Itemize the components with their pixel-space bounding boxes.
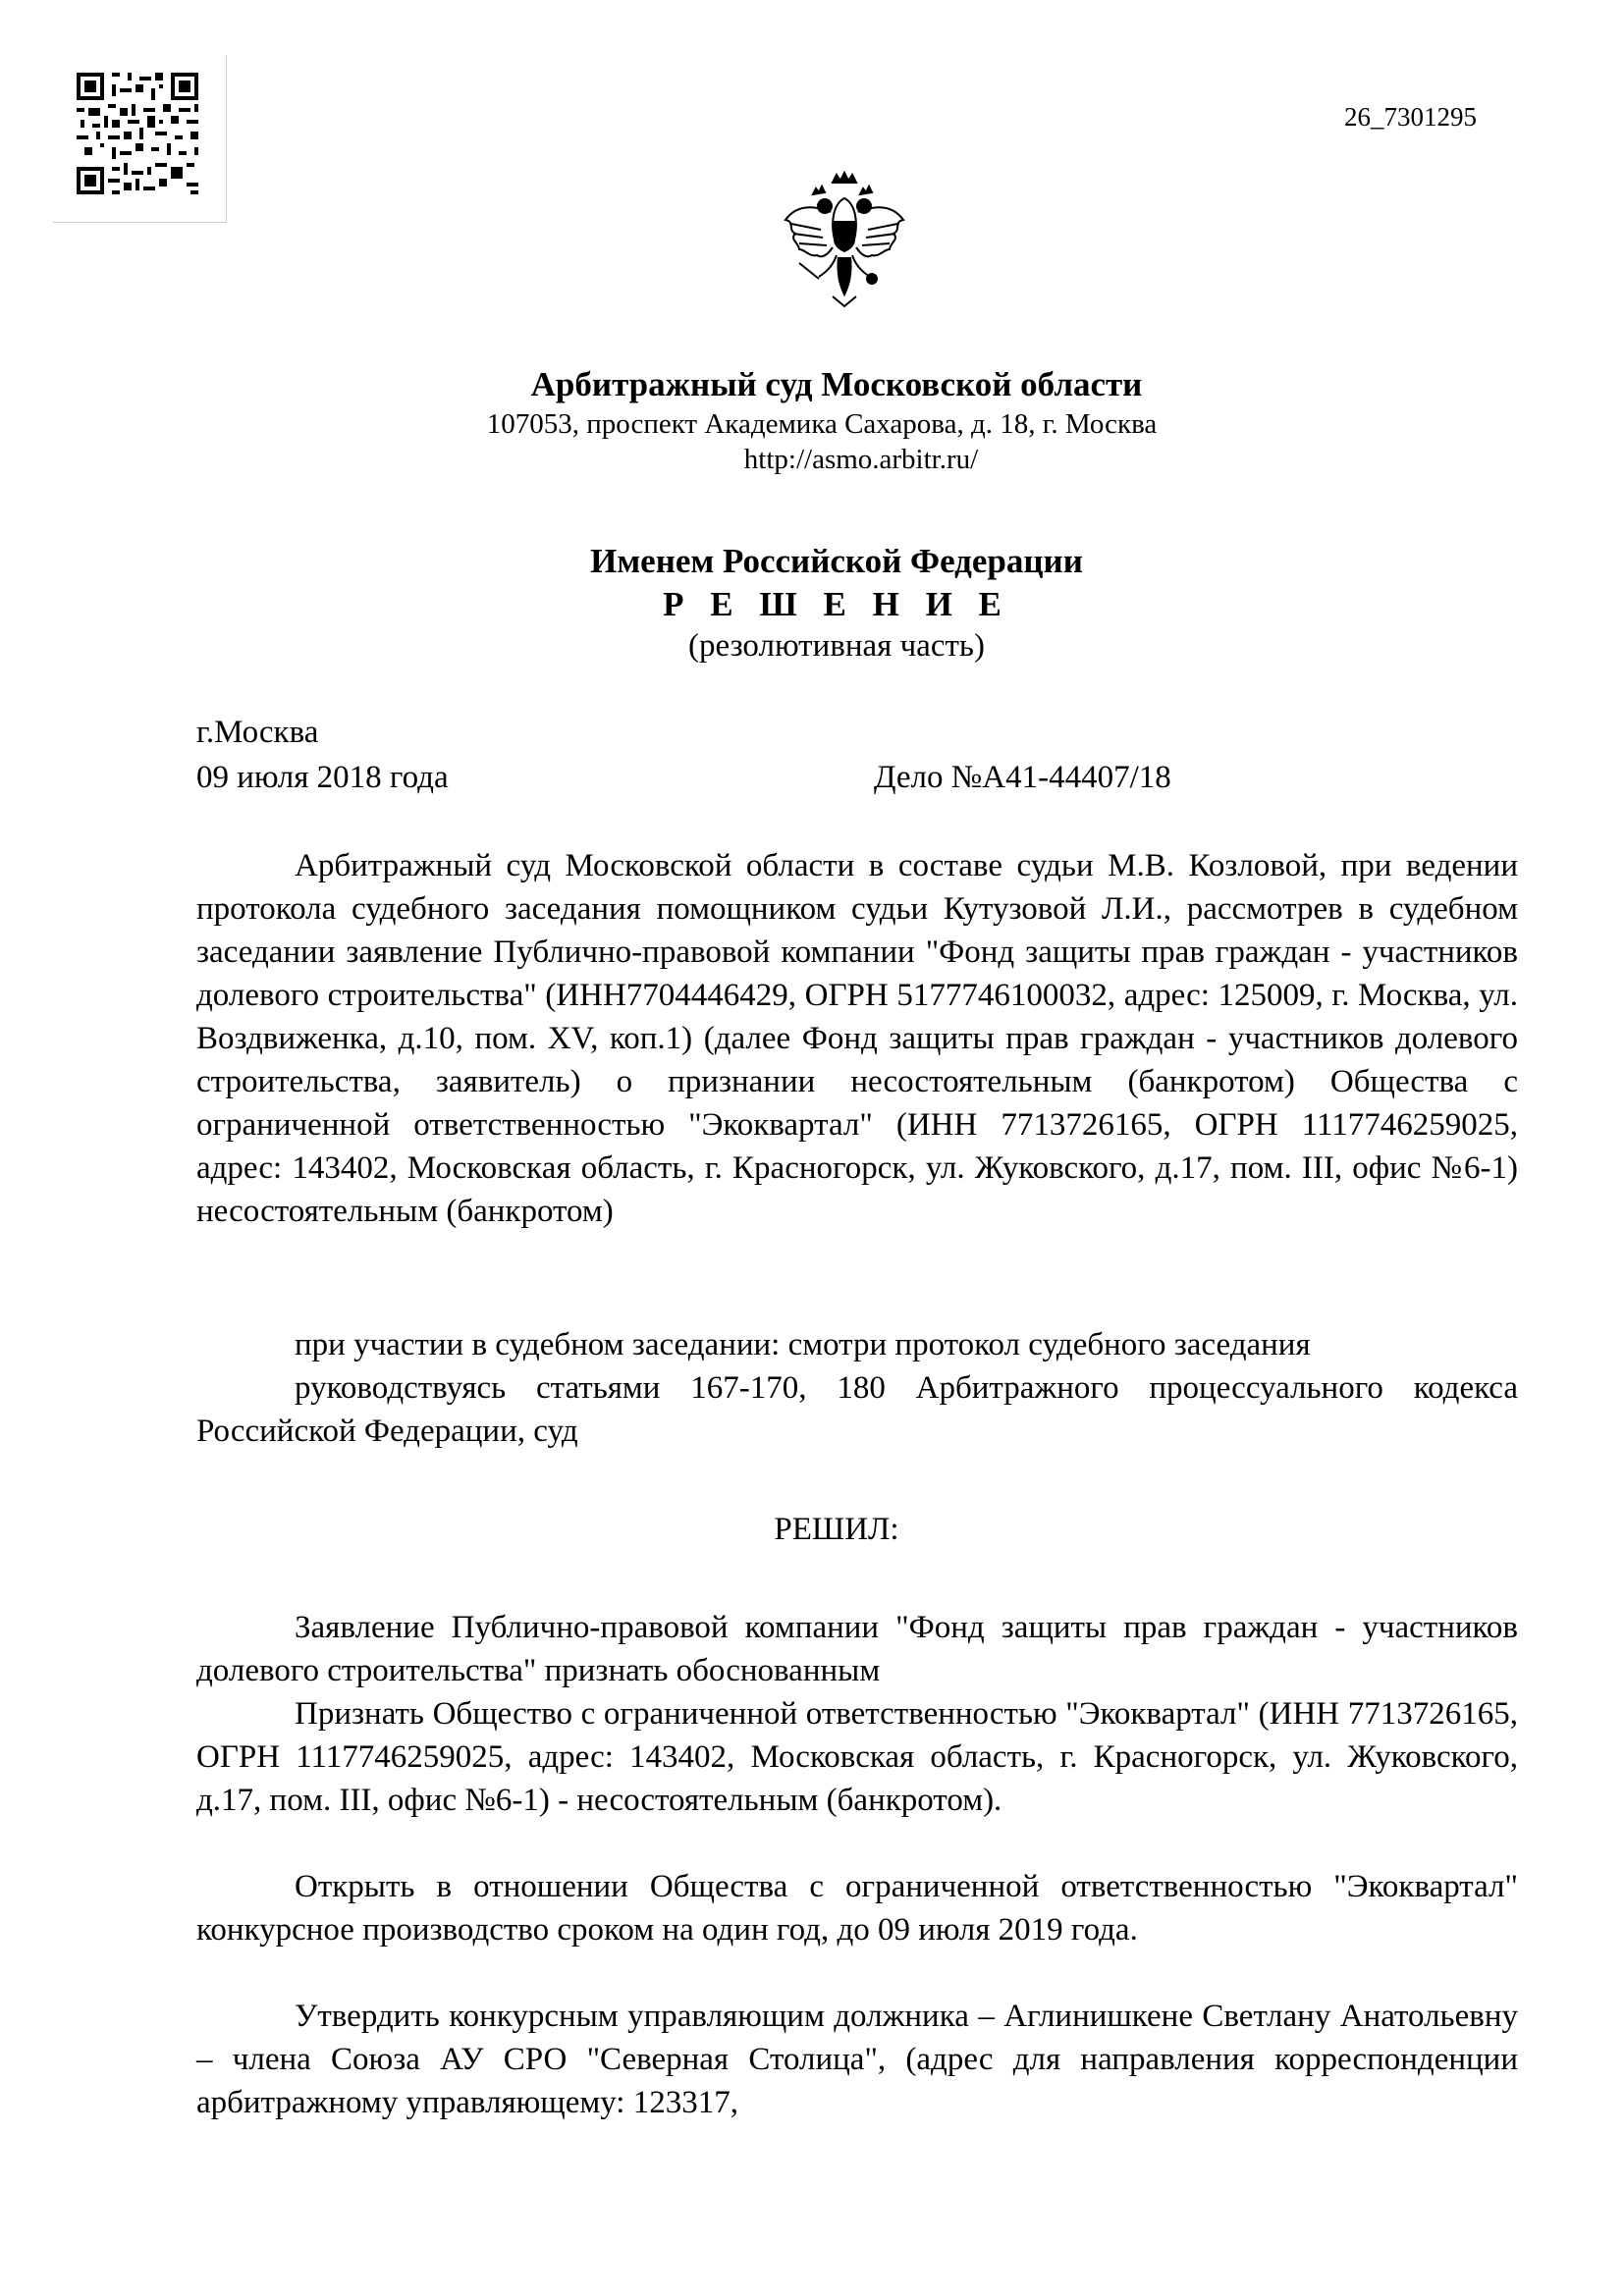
case-number: Дело №А41-44407/18 [874,760,1171,795]
paragraph-bankrupt: Признать Общество с ограниченной ответственностью "Экоквартал" (ИНН 7713726165, ОГРН 1117746259025, адрес: 143402, Московская область, г. Красногорск, ул. Жуковского, д.17, пом. III, офис №6-1) - несостоятельным (банкротом). [196,1696,1518,1818]
header-in-the-name: Именем Российской Федерации [590,542,1083,580]
decided-heading: РЕШИЛ: [774,1512,899,1547]
paragraph-participants: при участии в судебном заседании: смотри протокол судебного заседания [295,1327,1311,1362]
qr-code-frame [53,55,227,223]
court-name: Арбитражный суд Московской области [530,365,1143,403]
qr-code-icon [73,69,202,198]
city: г.Москва [196,715,319,750]
header-decision: Р Е Ш Е Н И Е [663,585,1010,623]
document-number: 26_7301295 [1344,102,1477,132]
court-url[interactable]: http://asmo.arbitr.ru/ [743,444,979,475]
paragraph-legal-basis: руководствуясь статьями 167-170, 180 Арбитражного процессуального кодекса Российской Федерации, суд [196,1370,1518,1449]
paragraph-proceedings: Открыть в отношении Общества с ограниченной ответственностью "Экоквартал" конкурсное производство сроком на один год, до 09 июля 2019 года. [196,1869,1518,1948]
decision-date: 09 июля 2018 года [196,760,449,795]
header-operative-part: (резолютивная часть) [688,628,985,664]
paragraph-intro: Арбитражный суд Московской области в составе судьи М.В. Козловой, при ведении протокола судебного заседания помощником судьи Кутузовой Л.И., рассмотрев в судебном заседании заявление Публично-правовой компании "Фонд защиты прав граждан - участников долевого строительства" (ИНН7704446429, ОГРН 5177746100032, адрес: 125009, г. Москва, ул. Воздвиженка, д.10, пом. XV, коп.1) (далее Фонд защиты прав граждан - участников долевого строительства, заявитель) о признании несостоятельным (банкротом) Общества с ограниченной ответственностью "Экоквартал" (ИНН 7713726165, ОГРН 1117746259025, адрес: 143402, Московская область, г. Красногорск, ул. Жуковского, д.17, пом. III, офис №6-1) несостоятельным (банкротом) [196,848,1518,1229]
paragraph-manager: Утвердить конкурсным управляющим должника – Аглинишкене Светлану Анатольевну – члена Союза АУ СРО "Северная Столица", (адрес для направления корреспонденции арбитражному управляющему: 123317, [196,1999,1518,2120]
court-address: 107053, проспект Академика Сахарова, д. 18, г. Москва [486,408,1158,440]
coat-of-arms-icon [776,165,913,322]
paragraph-claim-justified: Заявление Публично-правовой компании "Фонд защиты прав граждан - участников долевого строительства" признать обоснованным [196,1610,1518,1688]
